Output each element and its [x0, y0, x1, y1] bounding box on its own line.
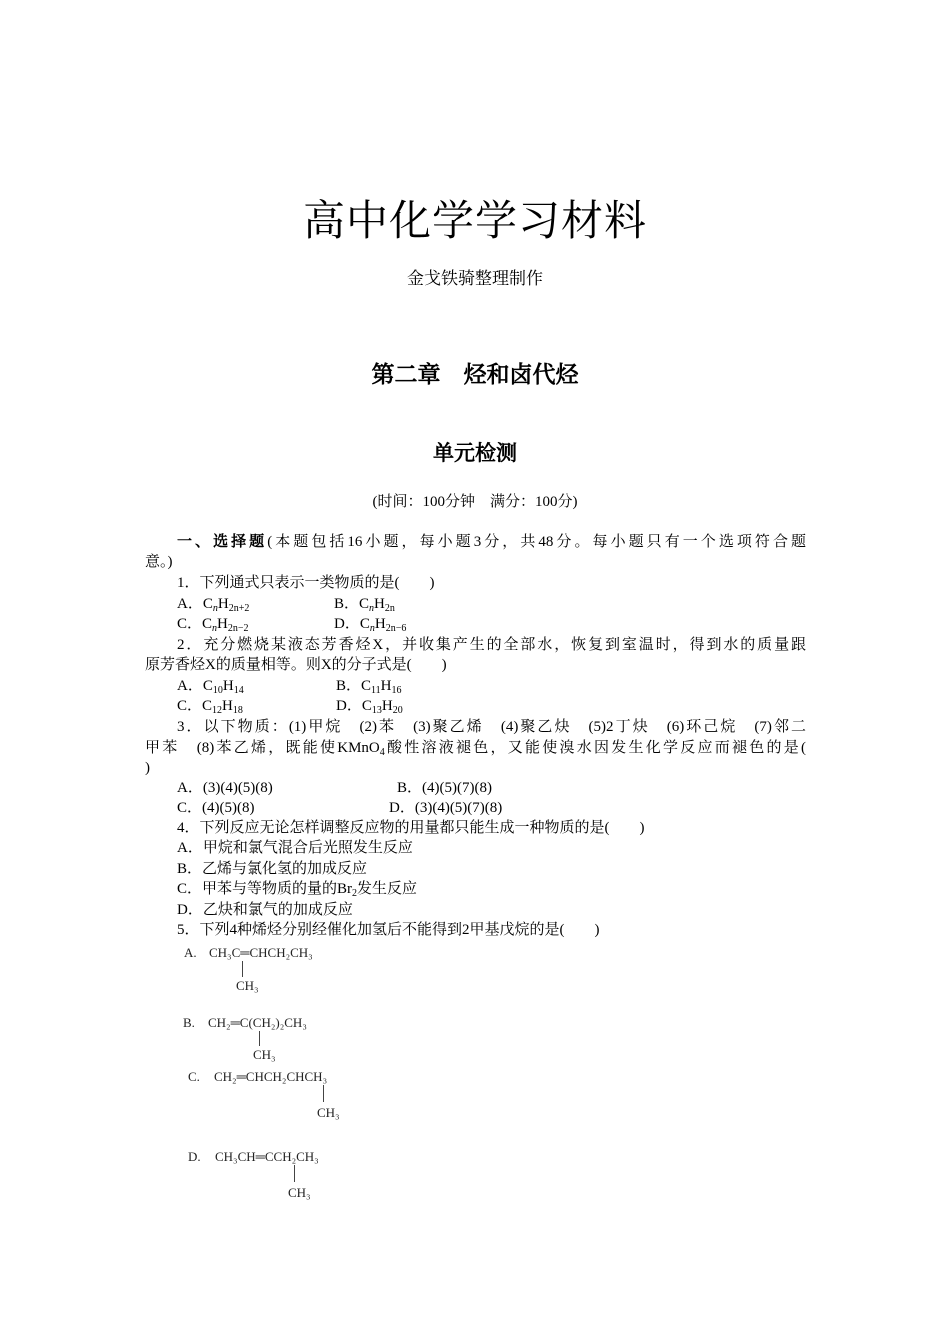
q5-option-a-formula: CH₃C═CHCH₂CH₃ — [209, 945, 313, 960]
page-title: 高中化学学习材料 — [302, 196, 647, 245]
q2-stem-cont: 原芳香烃X的质量相等。则X的分子式是( ) — [145, 657, 447, 673]
q3-option-a: A．(3)(4)(5)(8) — [177, 780, 273, 796]
q3-option-c: C．(4)(5)(8) — [177, 800, 255, 816]
q5-option-c-formula: CH₂═CHCH₂CHCH₃ — [214, 1069, 328, 1084]
q3-stem-end: ) — [145, 760, 150, 776]
q5-option-b-branch: CH₃ — [253, 1047, 276, 1062]
q1-option-a: A．$C_nH_{2n+2}$ — [177, 596, 250, 614]
q1-stem: 1．下列通式只表示一类物质的是( ) — [177, 575, 435, 591]
q1-option-b: B．$C_nH_{2n}$ — [334, 596, 395, 614]
q2-option-c: C．$C_{12}H_{18}$ — [177, 698, 243, 716]
q4-option-b: B．乙烯与氯化氢的加成反应 — [177, 861, 368, 877]
q5-stem: 5．下列4种烯烃分别经催化加氢后不能得到2甲基戊烷的是( ) — [177, 922, 600, 938]
q5-option-d-formula: CH₃CH═CCH₂CH₃ — [215, 1149, 319, 1164]
q5-option-b-formula: CH₂═C(CH₂)₂CH₃ — [208, 1015, 307, 1030]
q2-stem: 2．充分燃烧某液态芳香烃X，并收集产生的全部水，恢复到室温时，得到水的质量跟 — [177, 637, 806, 653]
q5-option-a-branch: CH₃ — [236, 978, 259, 993]
q3-option-b: B．(4)(5)(7)(8) — [397, 780, 492, 796]
chapter-title: 第二章 烃和卤代烃 — [371, 362, 579, 388]
q5-option-d-label: D. — [188, 1149, 201, 1164]
q2-option-a: A．$C_{10}H_{14}$ — [177, 678, 244, 696]
q5-option-c-bond — [323, 1085, 324, 1102]
q5-option-c-branch: CH₃ — [317, 1105, 340, 1120]
section-intro-cont: 意。) — [145, 554, 173, 570]
q5-option-b-bond — [259, 1031, 260, 1046]
q5-option-d-branch: CH₃ — [288, 1185, 311, 1200]
q4-option-d: D．乙炔和氯气的加成反应 — [177, 902, 353, 918]
q1-option-d: D．$C_nH_{2n-6}$ — [334, 616, 407, 634]
q5-option-c-label: C. — [188, 1069, 200, 1084]
q3-stem-cont: 甲苯 (8)苯乙烯，既能使KMnO$_4$酸性溶液褪色，又能使溴水因发生化学反应而褪色的是( — [145, 740, 806, 758]
q2-option-b: B．$C_{11}H_{16}$ — [336, 678, 402, 696]
author-line: 金戈铁骑整理制作 — [407, 269, 543, 289]
section-heading: 一、选择题 — [177, 534, 268, 550]
section-intro-text: (本题包括16小题，每小题3分，共48分。每小题只有一个选项符合题 — [267, 534, 806, 550]
unit-title: 单元检测 — [433, 441, 517, 465]
q5-option-a-bond — [242, 961, 243, 977]
time-info: (时间：100分钟 满分：100分) — [372, 494, 578, 510]
q4-stem: 4．下列反应无论怎样调整反应物的用量都只能生成一种物质的是( ) — [177, 820, 645, 836]
section-intro — [177, 532, 806, 552]
q2-option-d: D．$C_{13}H_{20}$ — [336, 698, 403, 716]
q5-option-a-label: A. — [184, 945, 197, 960]
q5-option-b-label: B. — [183, 1015, 195, 1030]
q4-option-c: C．甲苯与等物质的量的$Br_2$发生反应 — [177, 881, 418, 899]
q5-option-d-bond — [294, 1165, 295, 1182]
q1-option-c: C．$C_nH_{2n-2}$ — [177, 616, 249, 634]
q4-option-a: A．甲烷和氯气混合后光照发生反应 — [177, 840, 413, 856]
q3-option-d: D．(3)(4)(5)(7)(8) — [389, 800, 503, 816]
q3-stem: 3．以下物质：(1)甲烷 (2)苯 (3)聚乙烯 (4)聚乙炔 (5)2丁炔 (6)环己烷 (7)邻二 — [177, 719, 806, 735]
